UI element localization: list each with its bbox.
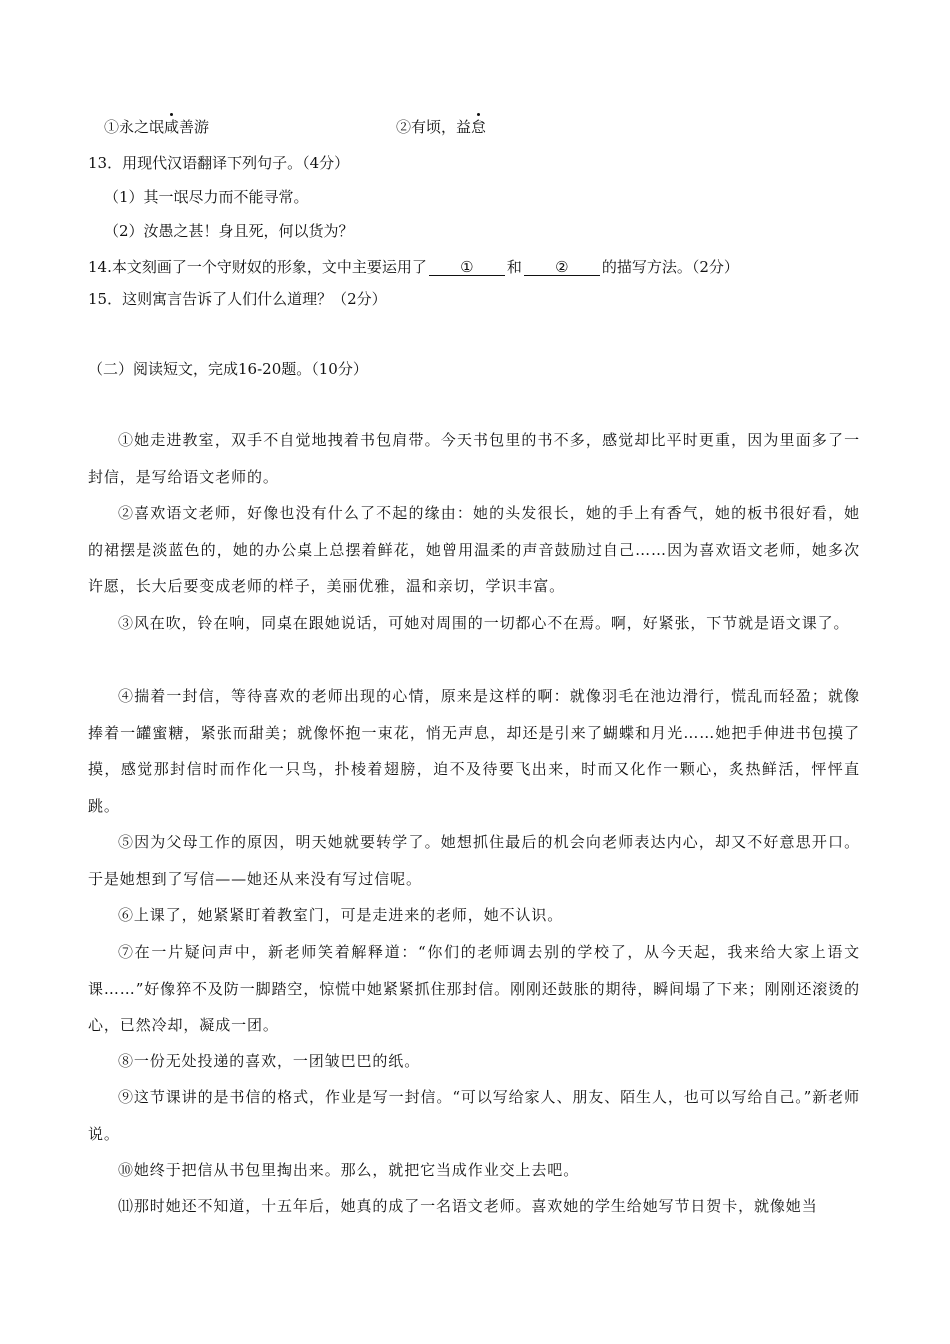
q15-question: 15．这则寓言告诉了人们什么道理？（2分） bbox=[88, 290, 387, 308]
passage-paragraph-10: ⑩她终于把信从书包里掏出来。那么，就把它当成作业交上去吧。 bbox=[118, 1161, 580, 1179]
q14-text-part1: 14.本文刻画了一个守财奴的形象，文中主要运用了 bbox=[88, 258, 427, 276]
passage-paragraph-6: ⑥上课了，她紧紧盯着教室门，可是走进来的老师，她不认识。 bbox=[118, 906, 564, 924]
passage-paragraph-4: ④揣着一封信，等待喜欢的老师出现的心情，原来是这样的啊：就像羽毛在池边滑行，慌乱而轻盈；就像捧着一罐蜜糖，紧张而甜美；就像怀抱一束花，悄无声息，却还是引来了蝴蝶和月光……她把手伸进书包摸了摸，感觉那封信时而作化一只鸟，扑棱着翅膀，迫不及待要飞出来，时而又化作一颗心，炙热鲜活，怦怦直跳。 bbox=[88, 687, 860, 815]
q13-sentence-1: （1）其一氓尽力而不能寻常。 bbox=[104, 188, 309, 206]
passage-paragraph-1: ①她走进教室，双手不自觉地拽着书包肩带。今天书包里的书不多，感觉却比平时更重，因为里面多了一封信，是写给语文老师的。 bbox=[88, 431, 860, 486]
passage-paragraph-11: ⑾那时她还不知道，十五年后，她真的成了一名语文老师。喜欢她的学生给她写节日贺卡，就像她当 bbox=[118, 1197, 818, 1215]
q12-item-2-prefix: ②有顷，益 bbox=[396, 118, 472, 136]
q12-item-2 bbox=[396, 117, 486, 137]
q14-text-mid: 和 bbox=[506, 258, 522, 276]
passage-paragraph-8: ⑧一份无处投递的喜欢，一团皱巴巴的纸。 bbox=[118, 1052, 421, 1070]
q13-title: 13．用现代汉语翻译下列句子。（4分） bbox=[88, 154, 350, 172]
q12-item-1-dotted-char: 咸 bbox=[164, 118, 180, 136]
q14-blank-2[interactable]: ② bbox=[524, 259, 600, 276]
q12-item-1-suffix: 善游 bbox=[179, 118, 210, 136]
q12-item-1 bbox=[104, 117, 209, 137]
q12-item-1-prefix: ①永之氓 bbox=[104, 118, 165, 136]
section-2-heading: （二）阅读短文，完成16-20题。（10分） bbox=[88, 360, 368, 378]
q14-text-part2: 的描写方法。（2分） bbox=[601, 258, 739, 276]
q14-blank-1[interactable]: ① bbox=[429, 259, 505, 276]
passage-paragraph-3: ③风在吹，铃在响，同桌在跟她说话，可她对周围的一切都心不在焉。啊，好紧张，下节就是语文课了。 bbox=[118, 614, 850, 632]
passage-paragraph-7: ⑦在一片疑问声中，新老师笑着解释道：“你们的老师调去别的学校了，从今天起，我来给大家上语文课……”好像猝不及防一脚踏空，惊慌中她紧紧抓住那封信。刚刚还鼓胀的期待，瞬间塌了下来；刚刚还滚烫的心，已然冷却，凝成一团。 bbox=[88, 943, 860, 1034]
q13-sentence-2: （2）汝愚之甚！身且死，何以货为？ bbox=[104, 222, 354, 240]
q12-item-2-dotted-char: 怠 bbox=[471, 118, 487, 136]
passage-paragraph-2: ②喜欢语文老师，好像也没有什么了不起的缘由：她的头发很长，她的手上有香气，她的板书很好看，她的裙摆是淡蓝色的，她的办公桌上总摆着鲜花，她曾用温柔的声音鼓励过自己……因为喜欢语文老师，她多次许愿，长大后要变成老师的样子，美丽优雅，温和亲切，学识丰富。 bbox=[88, 504, 860, 595]
passage-paragraph-9: ⑨这节课讲的是书信的格式，作业是写一封信。“可以写给家人、朋友、陌生人，也可以写给自己。”新老师说。 bbox=[88, 1088, 860, 1143]
q14-question bbox=[88, 257, 739, 277]
passage-paragraph-5: ⑤因为父母工作的原因，明天她就要转学了。她想抓住最后的机会向老师表达内心，却又不好意思开口。于是她想到了写信——她还从来没有写过信呢。 bbox=[88, 833, 860, 888]
